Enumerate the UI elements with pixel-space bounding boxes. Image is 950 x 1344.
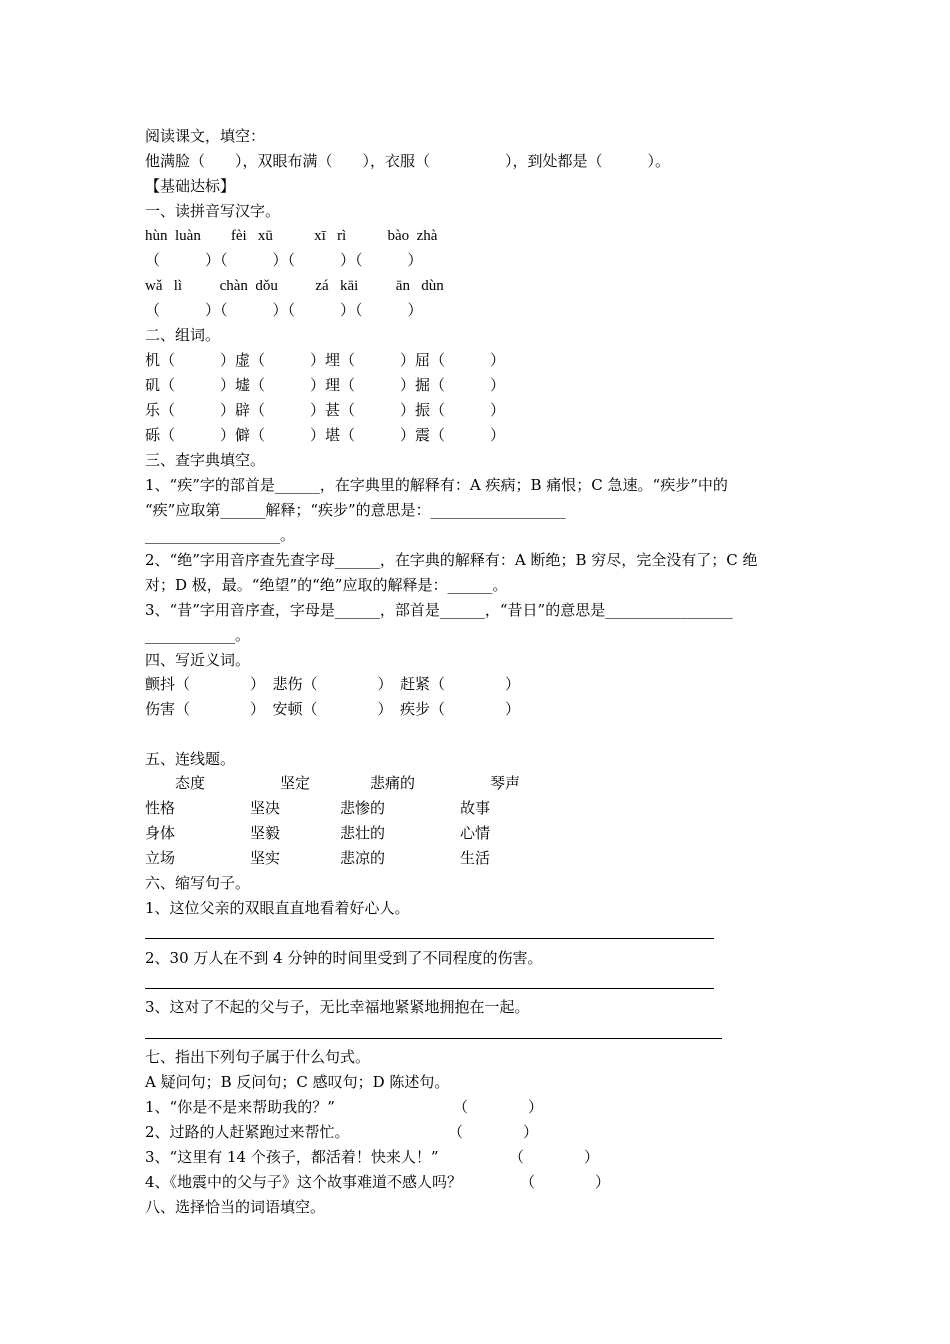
condense-question-3: 3、这对了不起的父与子，无比幸福地紧紧地拥抱在一起。 [145,998,530,1016]
sentence-question-4: 4、《地震中的父与子》这个故事难道不感人吗？ [145,1173,463,1191]
condense-question-2: 2、30 万人在不到 4 分钟的时间里受到了不同程度的伤害。 [145,949,543,967]
question-3-1-line-3: __________________。 [145,526,296,544]
answer-blanks-row-2: （ ）（ ）（ ）（ ） [145,301,423,319]
section-6-title: 六、缩写句子。 [145,874,251,892]
answer-paren: （ ） [520,1173,611,1191]
question-3-2-line-1: 2、“绝”字用音序查先查字母______，在字典的解释有：A 断绝；B 穷尽，完全没有了；C 绝 [145,551,758,569]
pinyin-row-1: hùn luàn fèi xū xī rì bào zhà [145,228,438,244]
word-group-row: 乐（ ）辟（ ）甚（ ）振（ ） [145,401,506,419]
question-3-2-line-2: 对；D 极，最。“绝望”的“绝”应取的解释是：______。 [145,576,508,594]
question-3-3-line-1: 3、“昔”字用音序查，字母是______，部首是______，“昔日”的意思是_________________ [145,601,733,619]
intro-fill-line: 他满脸（ ），双眼布满（ ），衣服（ ），到处都是（ ）。 [145,152,671,170]
matching-row: 立场 坚实 悲凉的 生活 [145,849,491,867]
answer-paren: （ ） [509,1148,600,1166]
matching-header-row: 态度 坚定 悲痛的 琴声 [145,774,521,792]
answer-blanks-row-1: （ ）（ ）（ ）（ ） [145,251,423,269]
word-group-row: 矶（ ）墟（ ）理（ ）掘（ ） [145,376,506,394]
word-group-row: 砾（ ）僻（ ）堪（ ）震（ ） [145,426,506,444]
pinyin-row-2: wǎ lì chàn dǒu zá kāi ān dùn [145,278,444,294]
section-8-title: 八、选择恰当的词语填空。 [145,1198,326,1216]
synonym-row-2: 伤害（ ） 安顿（ ） 疾步（ ） [145,700,521,718]
answer-line-2 [145,988,714,989]
section-1-title: 一、读拼音写汉字。 [145,202,281,220]
section-3-title: 三、查字典填空。 [145,451,266,469]
question-3-1-line-1: 1、“疾”字的部首是______，在字典里的解释有：A 疾病；B 痛恨；C 急速。“疾步”中的 [145,476,728,494]
synonym-row-1: 颤抖（ ） 悲伤（ ） 赶紧（ ） [145,675,521,693]
intro-heading: 阅读课文，填空： [145,127,266,145]
word-group-row: 机（ ）虚（ ）埋（ ）屈（ ） [145,351,506,369]
basic-section-title: 【基础达标】 [145,177,236,195]
sentence-question-3: 3、“这里有 14 个孩子，都活着！快来人！” [145,1148,439,1166]
sentence-question-1: 1、“你是不是来帮助我的？” [145,1098,335,1116]
section-7-title: 七、指出下列句子属于什么句式。 [145,1048,371,1066]
section-4-title: 四、写近义词。 [145,651,251,669]
answer-line-3 [145,1038,722,1039]
condense-question-1: 1、这位父亲的双眼直直地看着好心人。 [145,899,410,917]
section-2-title: 二、组词。 [145,326,221,344]
answer-paren: （ ） [448,1123,539,1141]
sentence-type-options: A 疑问句；B 反问句；C 感叹句；D 陈述句。 [145,1073,450,1091]
section-5-title: 五、连线题。 [145,750,236,768]
sentence-question-2: 2、过路的人赶紧跑过来帮忙。 [145,1123,350,1141]
answer-line-1 [145,938,714,939]
question-3-3-line-2: ____________。 [145,626,251,644]
matching-row: 性格 坚决 悲惨的 故事 [145,799,491,817]
answer-paren: （ ） [453,1098,544,1116]
matching-row: 身体 坚毅 悲壮的 心情 [145,824,491,842]
question-3-1-line-2: “疾”应取第______解释；“疾步”的意思是：__________________ [145,501,566,519]
